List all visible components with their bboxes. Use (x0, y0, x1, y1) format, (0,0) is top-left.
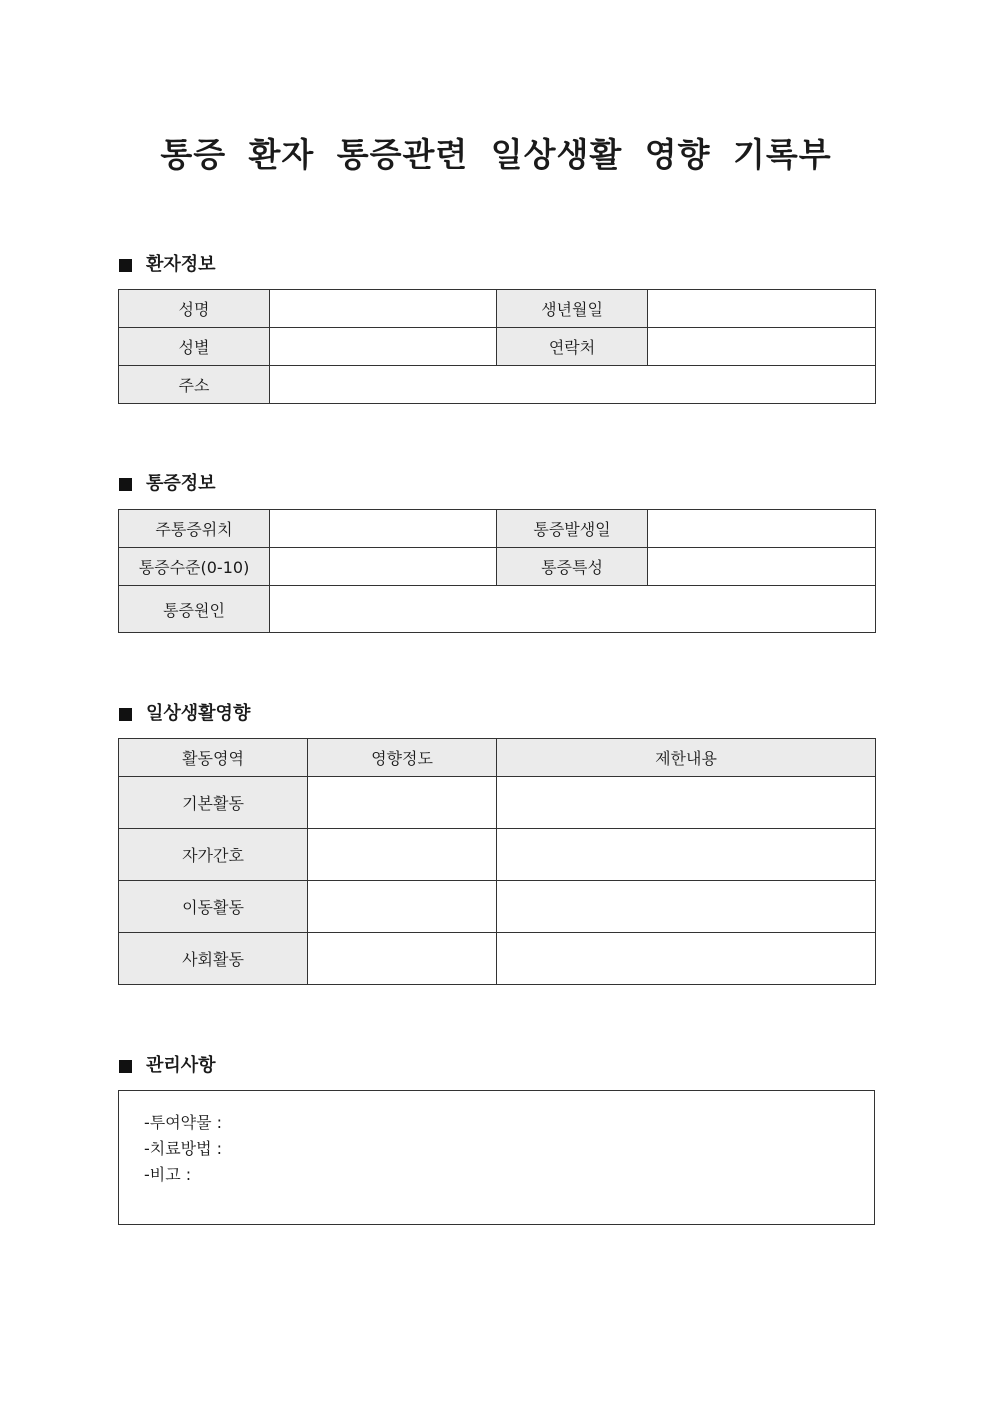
section-heading-label: 환자정보 (146, 254, 216, 275)
section-heading-daily-impact (119, 702, 250, 726)
impact-level-field[interactable] (308, 829, 497, 881)
sex-field[interactable] (270, 328, 497, 366)
row-label-self-care: 자가간호 (119, 829, 308, 881)
table-row (119, 328, 876, 366)
table-row (119, 777, 876, 829)
birth-date-label: 생년월일 (497, 290, 648, 328)
black-square-icon (119, 259, 132, 272)
pain-level-field[interactable] (270, 548, 497, 586)
table-row (119, 548, 876, 586)
address-field[interactable] (270, 366, 876, 404)
impact-level-field[interactable] (308, 881, 497, 933)
daily-impact-table (118, 738, 876, 985)
section-heading-label: 통증정보 (146, 473, 216, 494)
remarks-note: -비고 : (144, 1165, 192, 1184)
pain-cause-field[interactable] (270, 586, 876, 633)
pain-character-field[interactable] (648, 548, 876, 586)
section-heading-label: 관리사항 (146, 1055, 216, 1076)
treatment-note: -치료방법 : (144, 1139, 223, 1158)
table-row (119, 881, 876, 933)
impact-level-field[interactable] (308, 777, 497, 829)
pain-character-label: 통증특성 (497, 548, 648, 586)
contact-label: 연락처 (497, 328, 648, 366)
column-header-activity-area: 활동영역 (119, 739, 308, 777)
pain-level-label: 통증수준(0-10) (119, 548, 270, 586)
limitation-field[interactable] (497, 933, 876, 985)
impact-level-field[interactable] (308, 933, 497, 985)
page-title: 통증 환자 통증관련 일상생활 영향 기록부 (160, 135, 832, 174)
limitation-field[interactable] (497, 777, 876, 829)
section-heading-management (119, 1054, 216, 1078)
pain-onset-label: 통증발생일 (497, 510, 648, 548)
address-label: 주소 (119, 366, 270, 404)
row-label-social-activity: 사회활동 (119, 933, 308, 985)
section-heading-label: 일상생활영향 (146, 703, 251, 724)
row-label-basic-activity: 기본활동 (119, 777, 308, 829)
table-row (119, 829, 876, 881)
section-heading-patient-info (119, 253, 216, 277)
limitation-field[interactable] (497, 829, 876, 881)
table-header-row (119, 739, 876, 777)
pain-location-label: 주통증위치 (119, 510, 270, 548)
table-row (119, 366, 876, 404)
sex-label: 성별 (119, 328, 270, 366)
birth-date-field[interactable] (648, 290, 876, 328)
row-label-mobility: 이동활동 (119, 881, 308, 933)
table-row (119, 510, 876, 548)
black-square-icon (119, 478, 132, 491)
table-row (119, 586, 876, 633)
limitation-field[interactable] (497, 881, 876, 933)
black-square-icon (119, 708, 132, 721)
section-heading-pain-info (119, 472, 216, 496)
pain-info-table (118, 509, 876, 633)
pain-cause-label: 통증원인 (119, 586, 270, 633)
contact-field[interactable] (648, 328, 876, 366)
pain-onset-field[interactable] (648, 510, 876, 548)
medication-note: -투여약물 : (144, 1113, 223, 1132)
column-header-limitation: 제한내용 (497, 739, 876, 777)
name-label: 성명 (119, 290, 270, 328)
table-row (119, 933, 876, 985)
name-field[interactable] (270, 290, 497, 328)
column-header-impact-level: 영향정도 (308, 739, 497, 777)
management-notes-box[interactable] (118, 1090, 875, 1225)
table-row (119, 290, 876, 328)
pain-location-field[interactable] (270, 510, 497, 548)
black-square-icon (119, 1060, 132, 1073)
patient-info-table (118, 289, 876, 404)
